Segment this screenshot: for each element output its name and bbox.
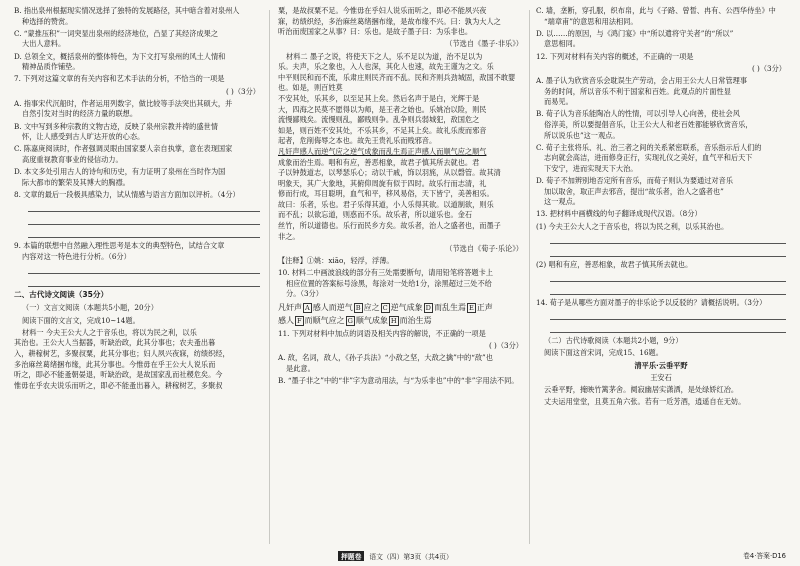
subsection-heading: （二）古代诗歌阅读（本题共2小题，9分） <box>544 336 683 346</box>
answer-box-g[interactable]: G <box>347 317 353 326</box>
question-7: 7. 下列对这篇文章的有关内容和艺术手法的分析，不恰当的一项是 <box>14 74 225 84</box>
punctuation-line-2: 感人 F 而顺气应之 G 顺气成象 H 而治生焉 <box>278 316 432 326</box>
q11-option-a: A. 敌，名词，敌人，《孙子兵法》“小敌之坚，大敌之擒”中的“敌”也 是此意。 <box>278 353 493 373</box>
answer-box-d[interactable]: D <box>425 303 431 312</box>
answer-box-e[interactable]: E <box>468 303 474 312</box>
question-8: 8. 文章的最后一段极具感染力，试从情感与语言方面加以评析。（4分） <box>14 189 240 199</box>
wavy-underlined-text: 凡奸声感人而逆气应之逆气成象而乱生焉正声感人而顺气应之顺气 <box>278 146 487 156</box>
source-note: （节选自《墨子·非乐》） <box>445 39 523 49</box>
material-2: 材料二 墨子之说，将使天下之人，乐不足以为道，治不足以为 乐。夫声，乐之象也，入人也深，其化人也速，故先王谨为之文。乐 中平则民和而不流，乐肃庄则民齐而不乱。民和齐则兵劲城固，敌国不敢婴也。如是，则百姓莫 不安其处，乐其乡，以至足其上矣。然后名声于是白，光辉于是 大，四海之民莫不愿得以为师，是王者之始也。乐姚冶以险，则民 流慢鄙贱矣。流慢则乱，鄙贱则争。乱争则兵弱城犯，敌国危之 如是，则百姓不安其处，不乐其乡，不足其上矣。故礼乐废而邪音 起者，危削侮辱之本也。故先王贵礼乐而贱邪音。 凡奸声感人而逆气应之逆气成象而乱生焉正声感人而顺气应之顺气 成象而治生焉。唱和有应，善恶相象，故君子慎其所去就也。君 子以钟鼓道志，以琴瑟乐心；动以干戚，饰以羽旄，从以磬管。故其清 明象天，其广大象地，其俯仰周旋有似于四时。故乐行而志清，礼 修而行成，耳目聪明，血气和平，移风易俗，天下皆宁，美善相乐。 故曰：乐者，乐也。君子乐得其道，小人乐得其欲。以道制欲，则乐 而不乱；以欲忘道，则惑而不乐。故乐者，所以道乐也。金石 丝竹，所以道德也。乐行而民乡方矣。故乐者，治人之盛者也，而墨子 非之。 <box>278 51 516 241</box>
answer-line[interactable] <box>550 285 786 295</box>
column-left <box>14 6 260 393</box>
question-11: 11. 下列对材料中加点的词语及相关内容的解说，不正确的一项是 <box>278 328 486 338</box>
q12-option-c: C. 荀子主张将乐、礼、治三者之间的关系紧密联系，音乐指示后人们的 志向就会高洁，进而修身正行，实现礼仪之美好，血气平和后天下 下安宁，进而实现天下大治。 <box>536 142 762 173</box>
question-7-score: ( )（3分） <box>225 86 260 96</box>
answer-line[interactable] <box>28 277 260 287</box>
q7-option-c: C. 陈嘉庚阅读时，作者强调灵眼由国家要人亲自执掌，意在表现国家 高度重视教育事业的侵信动力。 <box>14 144 233 164</box>
page-number: 语文（四）第3页（共4页） <box>369 553 453 561</box>
answer-box-c[interactable]: C <box>382 303 388 312</box>
answer-line[interactable] <box>550 323 786 333</box>
answer-box-h[interactable]: H <box>390 317 397 326</box>
column-middle <box>278 6 523 388</box>
question-12: 12. 下列对材料有关内容的概述，不正确的一项是 <box>536 51 694 61</box>
subsection-heading: （一）文言文阅读（本题共5小题，20分） <box>22 303 158 313</box>
poem-title: 清平乐·云垂平野 <box>634 360 688 370</box>
instruction: 阅读下面的文言文，完成10~14题。 <box>22 315 140 325</box>
material-1-cont: 粟，是故叔粟不足。今惟毋在乎妇人说乐而听之，即必不能夙兴夜 寐，纺绩织经，多治麻丝葛绪捆布缘，是故布缘不兴。曰：孰为大人之 听治而废国家之从事？曰：乐也。是故子墨子曰：为乐非也。 <box>278 6 501 37</box>
brand-logo: 押题卷 <box>338 551 364 561</box>
column-divider <box>529 10 530 544</box>
material-1: 材料一 今夫王公大人之于音乐也，将以为民之利，以乐 其治也。王公大人当据器，听缺治政，此其分事也；农夫蚤出暮 入，耕稼树艺，多聚叔粟，此其分事也；妇人夙兴夜寐，纺绩织经， 多治麻丝葛绪捆布缘，此其分事也。今惟毋在乎王公大人说乐而 听之，即必不能蚤朝晏退，听缺治政，是故国家乱而社稷危矣。今 惟毋在乎农夫说乐而听之，即必不能蚤出暮入，耕稼树艺，多聚叔 <box>14 327 230 390</box>
instruction: 阅读下面这首宋词，完成15、16题。 <box>544 348 663 358</box>
answer-line[interactable] <box>28 228 260 238</box>
question-10: 10. 材料二中画波浪线的部分有三处需要断句，请用铅笔将答题卡上 相应位置的答案标号涂黑，每涂对一处给1分，涂黑超过三处不给 分。（3分） <box>278 268 493 299</box>
answer-line[interactable] <box>550 234 786 244</box>
q12-option-a: A. 墨子认为欣赏音乐会耽误生产劳动，会占用王公大人日常管理事 务的时间，所以音乐不利于国家和百姓。此观点的片面性显 而易见。 <box>536 75 748 107</box>
annotation: 【注释】①姚：xiāo，轻浮，浮薄。 <box>278 256 394 266</box>
section-heading: 二、古代诗文阅读（35分） <box>14 289 109 299</box>
option-b: B. 指出泉州根据现实情况选择了独特的发展路径，其中暗含着对泉州人 种选择的赞赏。 <box>14 6 240 26</box>
page-footer <box>0 549 800 563</box>
question-14: 14. 荀子是从哪些方面对墨子的非乐论予以反驳的？请概括说明。（3分） <box>536 298 767 307</box>
column-divider <box>269 10 270 544</box>
answer-box-a[interactable]: A <box>305 303 310 312</box>
q13-sentence-2: (2) 唱和有应，善恶相象，故君子慎其所去就也。 <box>536 259 693 269</box>
question-11-score: ( )（3分） <box>488 340 523 350</box>
poem-author: 王安石 <box>650 372 672 382</box>
answer-line[interactable] <box>550 310 786 320</box>
q11-option-c: C. 墙，垄断，穿孔服，织布帛，此与《子路、曾皙、冉有、公西华侍坐》中 “端章甫”的意思和用法相同。 <box>536 6 776 26</box>
option-d: D. 总领全文，概括泉州的整体特色，为下文打写泉州的风土人情和 精神品质作铺垫。 <box>14 51 226 72</box>
poem-line: 丈夫运用堂堂，且莫五角六张。若有一卮芳酒，逍遥自在无妨。 <box>544 397 746 407</box>
q13-sentence-1: (1) 今夫王公大人之于音乐也，将以为民之利，以乐其治也。 <box>536 221 729 231</box>
q7-option-a: A. 指事宋代沉船时，作者运用列数字，做比较等手法突出其硕大，并 自然引发对当时的经济力量的联想。 <box>14 98 233 119</box>
q11-option-d: D. 以……的原因，与《鸿门宴》中“所以遣将守关者”的“所以” 意思相同。 <box>536 28 734 49</box>
q12-option-d: D. 荀子不加辨别地否定所有音乐，而荀子则认为要通过对音乐 加以取舍，取正声去邪音，提出“故乐者，治人之盛者也” 这一观点。 <box>536 176 733 207</box>
answer-line[interactable] <box>550 272 786 282</box>
answer-tag: 卷4·答案·D16 <box>743 552 786 560</box>
question-9: 9. 本篇的联想中自然融入理性思考是本文的典型特色，试结合文章 内容对这一特色进行分析。（6分） <box>14 241 225 261</box>
source-note: （节选自《荀子·乐论》） <box>445 243 523 253</box>
answer-line[interactable] <box>28 202 260 212</box>
poem-line: 云垂平野，掩映竹篱茅舍。阒寂幽居实潇洒，是处绿娇红冶。 <box>544 384 739 394</box>
q7-option-d: D. 本文多处引用古人的诗句和历史，有力证明了泉州在当时作为国 际大都市的繁荣及其博大的胸襟。 <box>14 167 226 187</box>
column-right <box>536 6 786 409</box>
question-13: 13. 把材料中画横线的句子翻译成现代汉语。（8分） <box>536 209 702 219</box>
answer-line[interactable] <box>28 264 260 274</box>
q7-option-b: B. 文中写到多种宗教的文物古迹，反映了泉州宗教并祷的盛世情 怀，让人感受到古人旷达开放的心态。 <box>14 121 218 142</box>
answer-box-b[interactable]: B <box>355 303 361 312</box>
option-c: C. “蒙推压积”一词突显出泉州的经济地位，凸显了其经济成果之 大出人意料。 <box>14 28 219 49</box>
answer-box-f[interactable]: F <box>297 317 302 326</box>
answer-line[interactable] <box>550 247 786 257</box>
q11-option-b: B. “墨子非之”中的“非”字为意动用法，与“为乐非也”中的“非”字用法不同。 <box>278 375 519 385</box>
punctuation-line-1: 凡奸声 A 感人而逆气 B 应之 C 逆气成象 D 而乱生焉 E 正声 <box>278 302 493 312</box>
q12-option-b: B. 荀子认为音乐能陶冶人的性情，可以引导人心向善，使社会风 俗淳美，所以要提倡音乐，让王公大人和老百姓都能够欣赏音乐， 所以说乐也”这一观点。 <box>536 109 753 140</box>
question-12-score: ( )（3分） <box>751 63 786 73</box>
answer-line[interactable] <box>28 215 260 225</box>
